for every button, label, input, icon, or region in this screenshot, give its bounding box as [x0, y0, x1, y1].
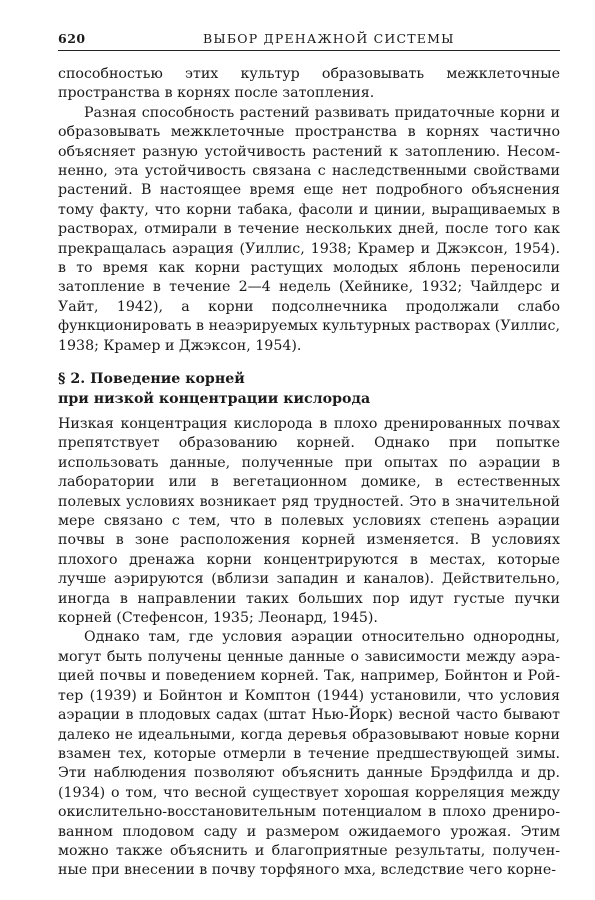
section-title-line-2: при низкой концентрации кислорода [58, 390, 371, 407]
page-number: 620 [58, 31, 86, 46]
paragraph-continued: способностью этих культур образовывать межклеточные пространства в корнях после затопления. [58, 66, 560, 102]
running-title: ВЫБОР ДРЕНАЖНОЙ СИСТЕМЫ [203, 31, 455, 46]
running-header [58, 30, 560, 51]
section-number: § 2. [58, 371, 86, 387]
bottom-text-block [58, 415, 560, 881]
section-title-line-1: Поведение корней [90, 371, 245, 387]
paragraph: Низкая концентрация кислорода в плохо дренированных почвах препятствует образованию корней. Однако при попытке использовать данные, полученные при опытах по аэрации в лаборатории или в вегетационном домике, в естественных полевых условиях возникает ряд трудностей. Это в значительной мере связано с тем, что в полевых условиях степень аэрации почвы в зоне расположения корней изменяется. В условиях плохого дренажа корни концентрируются в местах, которые лучше аэрируются (вблизи западин и каналов). Действительно, иногда в направлении таких больших пор идут густые пучки корней (Стефенсон, 1935; Леонард, 1945). [58, 416, 560, 627]
paragraph: Разная способность растений развивать придаточные корни и образовывать межклеточные пространства в корнях частично объясняет разную устойчивость растений к затоплению. Несомненно, эта устойчивость связана с наследственными свойствами растений. В настоящее время еще нет подробного объяснения тому факту, что корни табака, фасоли и цинии, выращиваемых в растворах, отмирали в течение нескольких дней, после того как прекращалась аэрация (Уиллис, 1938; Крамер и Джэксон, 1954). в то время как корни растущих молодых яблонь переносили затопление в течение 2—4 недель (Хейнике, 1932; Чайлдерс и Уайт, 1942), а корни подсолнечника продолжали слабо функционировать в неаэрируемых культурных растворах (Уиллис, 1938; Крамер и Джэксон, 1954). [58, 104, 560, 354]
top-text-block [58, 65, 560, 356]
section-heading [58, 370, 560, 409]
paragraph: Однако там, где условия аэрации относительно однородны, могут быть получены ценные данные о зависимости между аэрацией почвы и поведением корней. Так, например, Бойнтон и Ройтер (1939) и Бойнтон и Комптон (1944) установили, что условия аэрации в плодовых садах (штат Нью-Йорк) весной часто бывают далеко не идеальными, когда деревья образовывают новые корни взамен тех, которые отмерли в течение предшествующей зимы. Эти наблюдения позволяют объяснить данные Брэдфилда и др. (1934) о том, что весной существует хорошая корреляция между окислительно-восстановительным потенциалом в плохо дренированном плодовом саду и размером ожидаемого урожая. Этим можно также объяснить и благоприятные результаты, полученные при внесении в почву торфяного мха, вследствие чего корне- [58, 629, 560, 879]
